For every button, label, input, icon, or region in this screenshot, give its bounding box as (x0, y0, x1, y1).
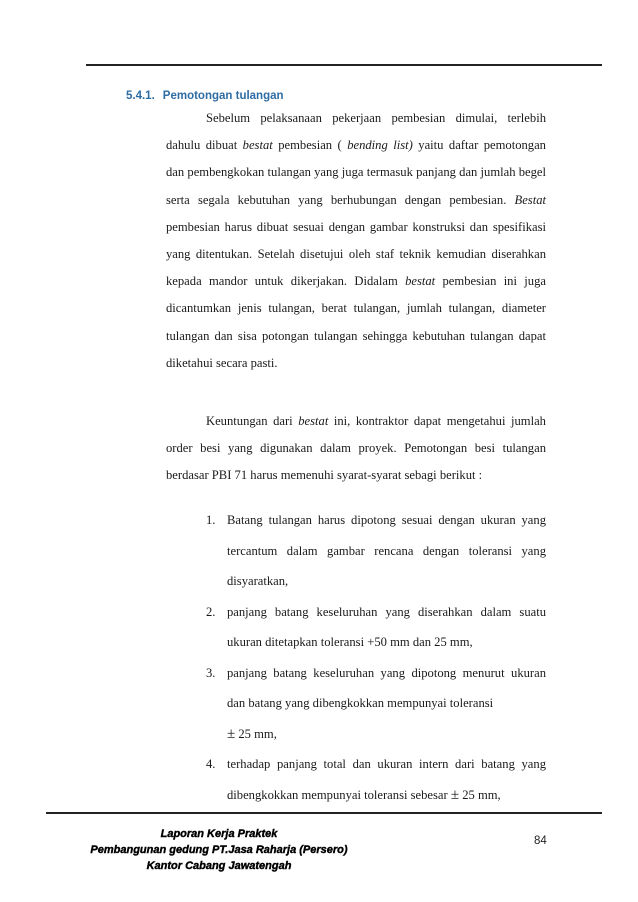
plus-minus-symbol: ± (450, 786, 460, 803)
footer-divider (46, 812, 602, 814)
paragraph-text: Keuntungan dari (206, 414, 299, 428)
paragraph-text: ini, kontraktor dapat mengetahui jumlah order besi yang digunakan dalam proyek. Pemotongan besi tulangan berdasar PBI 71 harus memenuhi syarat-syarat sebagi berikut : (166, 414, 546, 483)
list-marker: 2. (206, 604, 216, 619)
italic-term: bestat (298, 414, 329, 428)
italic-term: Bestat (514, 192, 546, 207)
list-item-tail: 25 mm, (235, 726, 277, 741)
list-item-text: terhadap panjang total dan ukuran intern dari batang yang dibengkokkan mempunyai toleransi sebesar (227, 757, 546, 802)
paragraph-text: pembesian ini juga dicantumkan jenis tulangan, berat tulangan, jumlah tulangan, diameter tulangan dan sisa potongan tulangan sehingga kebutuhan tulangan dapat diketahui secara pasti. (166, 274, 546, 370)
list-item (206, 505, 546, 597)
header-divider (86, 64, 602, 66)
section-title: Pemotongan tulangan (162, 90, 284, 102)
paragraph-text: yaitu daftar pemotongan dan pembengkokan tulangan yang juga termasuk panjang dan jumlah begel serta segala kebutuhan yang berhubungan dengan pembesian. (166, 138, 546, 207)
list-item-text: panjang batang keseluruhan yang diserahkan dalam suatu ukuran ditetapkan toleransi +50 mm dan 25 mm, (227, 604, 546, 649)
section-number: 5.4.1. (126, 90, 155, 102)
list-marker: 4. (206, 757, 216, 771)
paragraph-text: pembesian harus dibuat sesuai dengan gambar konstruksi dan spesifikasi yang ditentukan. Setelah disetujui oleh staf teknik kemudian diserahkan kepada mandor untuk dikerjakan. Didalam (166, 219, 546, 289)
section-heading (126, 90, 284, 102)
list-marker: 1. (206, 513, 216, 527)
list-item-text: panjang batang keseluruhan yang dipotong menurut ukuran dan batang yang dibengkokkan mempunyai toleransi (227, 665, 546, 710)
footer-line-office: Kantor Cabang Jawatengah (146, 860, 292, 872)
paragraph-text: pembesian ( (272, 138, 348, 153)
paragraph-keuntungan (166, 408, 546, 490)
list-item-text: Batang tulangan harus dipotong sesuai dengan ukuran yang tercantum dalam gambar rencana dengan toleransi yang disyaratkan, (227, 513, 546, 588)
paragraph-bestat (166, 105, 546, 377)
italic-term: bestat (405, 274, 436, 289)
list-item (206, 658, 546, 750)
italic-term: bending list) (347, 138, 413, 153)
page-number: 84 (534, 835, 547, 847)
list-marker: 3. (206, 665, 216, 680)
list-item (206, 597, 546, 658)
footer-line-project: Pembangunan gedung PT.Jasa Raharja (Persero) (90, 844, 348, 856)
paragraph-text: Sebelum pelaksanaan pekerjaan pembesian dimulai, terlebih dahulu dibuat (166, 111, 546, 153)
report-footer (74, 826, 364, 874)
plus-minus-symbol: ± (227, 725, 236, 742)
list-item (206, 749, 546, 810)
requirements-list (206, 505, 546, 810)
list-item-tail: 25 mm, (459, 787, 501, 802)
italic-term: bestat (242, 138, 273, 153)
footer-line-report: Laporan Kerja Praktek (160, 828, 278, 840)
